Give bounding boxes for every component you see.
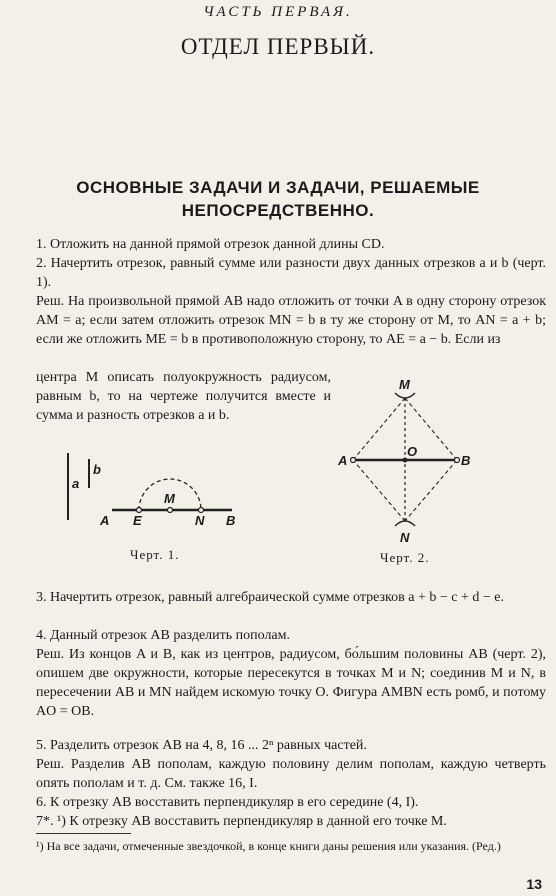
- problem-2-solution-continued: центра M описать полуокружность радиусом, равным b, то на чертеже получится вместе и сумма и разность отрезков a и b.: [36, 370, 331, 423]
- arc-N: [395, 521, 415, 526]
- footnote-rule: [36, 833, 131, 834]
- figure-2: [335, 376, 475, 546]
- label-A: A: [338, 453, 348, 468]
- chapter-heading-line1: ОСНОВНЫЕ ЗАДАЧИ И ЗАДАЧИ, РЕШАЕМЫЕ: [76, 178, 480, 197]
- label-M: M: [164, 491, 175, 506]
- part-title: ЧАСТЬ ПЕРВАЯ.: [203, 4, 353, 20]
- problem-7: 7*. ¹) К отрезку AB восставить перпендикуляр в данной его точке M.: [36, 814, 447, 829]
- label-N: N: [195, 513, 205, 528]
- problem-5-solution: Реш. Разделив AB пополам, каждую половину делим пополам, каждую четверть опять пополам и т. д. См. также 16, I.: [36, 757, 546, 791]
- problem-2: 2. Начертить отрезок, равный сумме или разности двух данных отрезков a и b (черт. 1).: [36, 256, 546, 290]
- figure-1: [60, 450, 250, 540]
- problem-2-solution: Реш. На произвольной прямой AB надо отложить от точки A в одну сторону отрезок AM = a; если затем отложить отрезок MN = b в ту же сторону от M, то AN = a + b; если же отложить ME = b в противоположную сторону, то AE = a − b. Если из: [36, 294, 546, 347]
- label-N: N: [400, 530, 410, 545]
- footnote: ¹) На все задачи, отмеченные звездочкой, в конце книги даны решения или указания. (Ред.): [36, 839, 501, 853]
- figure-2-caption: Черт. 2.: [380, 550, 430, 565]
- chapter-heading: [40, 176, 516, 222]
- problem-4: 4. Данный отрезок AB разделить пополам.: [36, 628, 291, 643]
- problem-4-solution: Реш. Из концов A и B, как из центров, радиусом, бо́льшим половины AB (черт. 2), опишем две окружности, которые пересекутся в точках M и N; соединив M и N, в пересечении AB и MN найдем искомую точку O. Фигура AMBN есть ромб, и потому AO = OB.: [36, 647, 546, 719]
- point-M: [168, 508, 173, 513]
- label-A: A: [100, 513, 110, 528]
- label-b: b: [93, 462, 101, 477]
- side-BN: [405, 460, 457, 521]
- problem-1: 1. Отложить на данной прямой отрезок данной длины CD.: [36, 237, 385, 252]
- label-B: B: [461, 453, 471, 468]
- problem-3: 3. Начертить отрезок, равный алгебраической сумме отрезков a + b − c + d − e.: [36, 590, 504, 605]
- chapter-heading-line2: НЕПОСРЕДСТВЕННО.: [181, 201, 375, 220]
- label-B: B: [226, 513, 236, 528]
- section-title: ОТДЕЛ ПЕРВЫЙ.: [180, 34, 376, 59]
- point-B: [455, 458, 460, 463]
- point-A: [351, 458, 356, 463]
- side-AM: [353, 398, 405, 460]
- page-number: 13: [526, 876, 542, 892]
- point-E: [137, 508, 142, 513]
- arc-M: [395, 393, 415, 398]
- label-E: E: [133, 513, 142, 528]
- label-O: O: [407, 444, 418, 459]
- problem-5: 5. Разделить отрезок AB на 4, 8, 16 ... 2ⁿ равных частей.: [36, 738, 367, 753]
- side-NA: [353, 460, 405, 521]
- figure-1-caption: Черт. 1.: [130, 547, 180, 562]
- label-a: a: [72, 476, 80, 491]
- problem-6: 6. К отрезку AB восставить перпендикуляр в его середине (4, I).: [36, 795, 419, 810]
- point-N: [199, 508, 204, 513]
- label-M: M: [399, 377, 410, 392]
